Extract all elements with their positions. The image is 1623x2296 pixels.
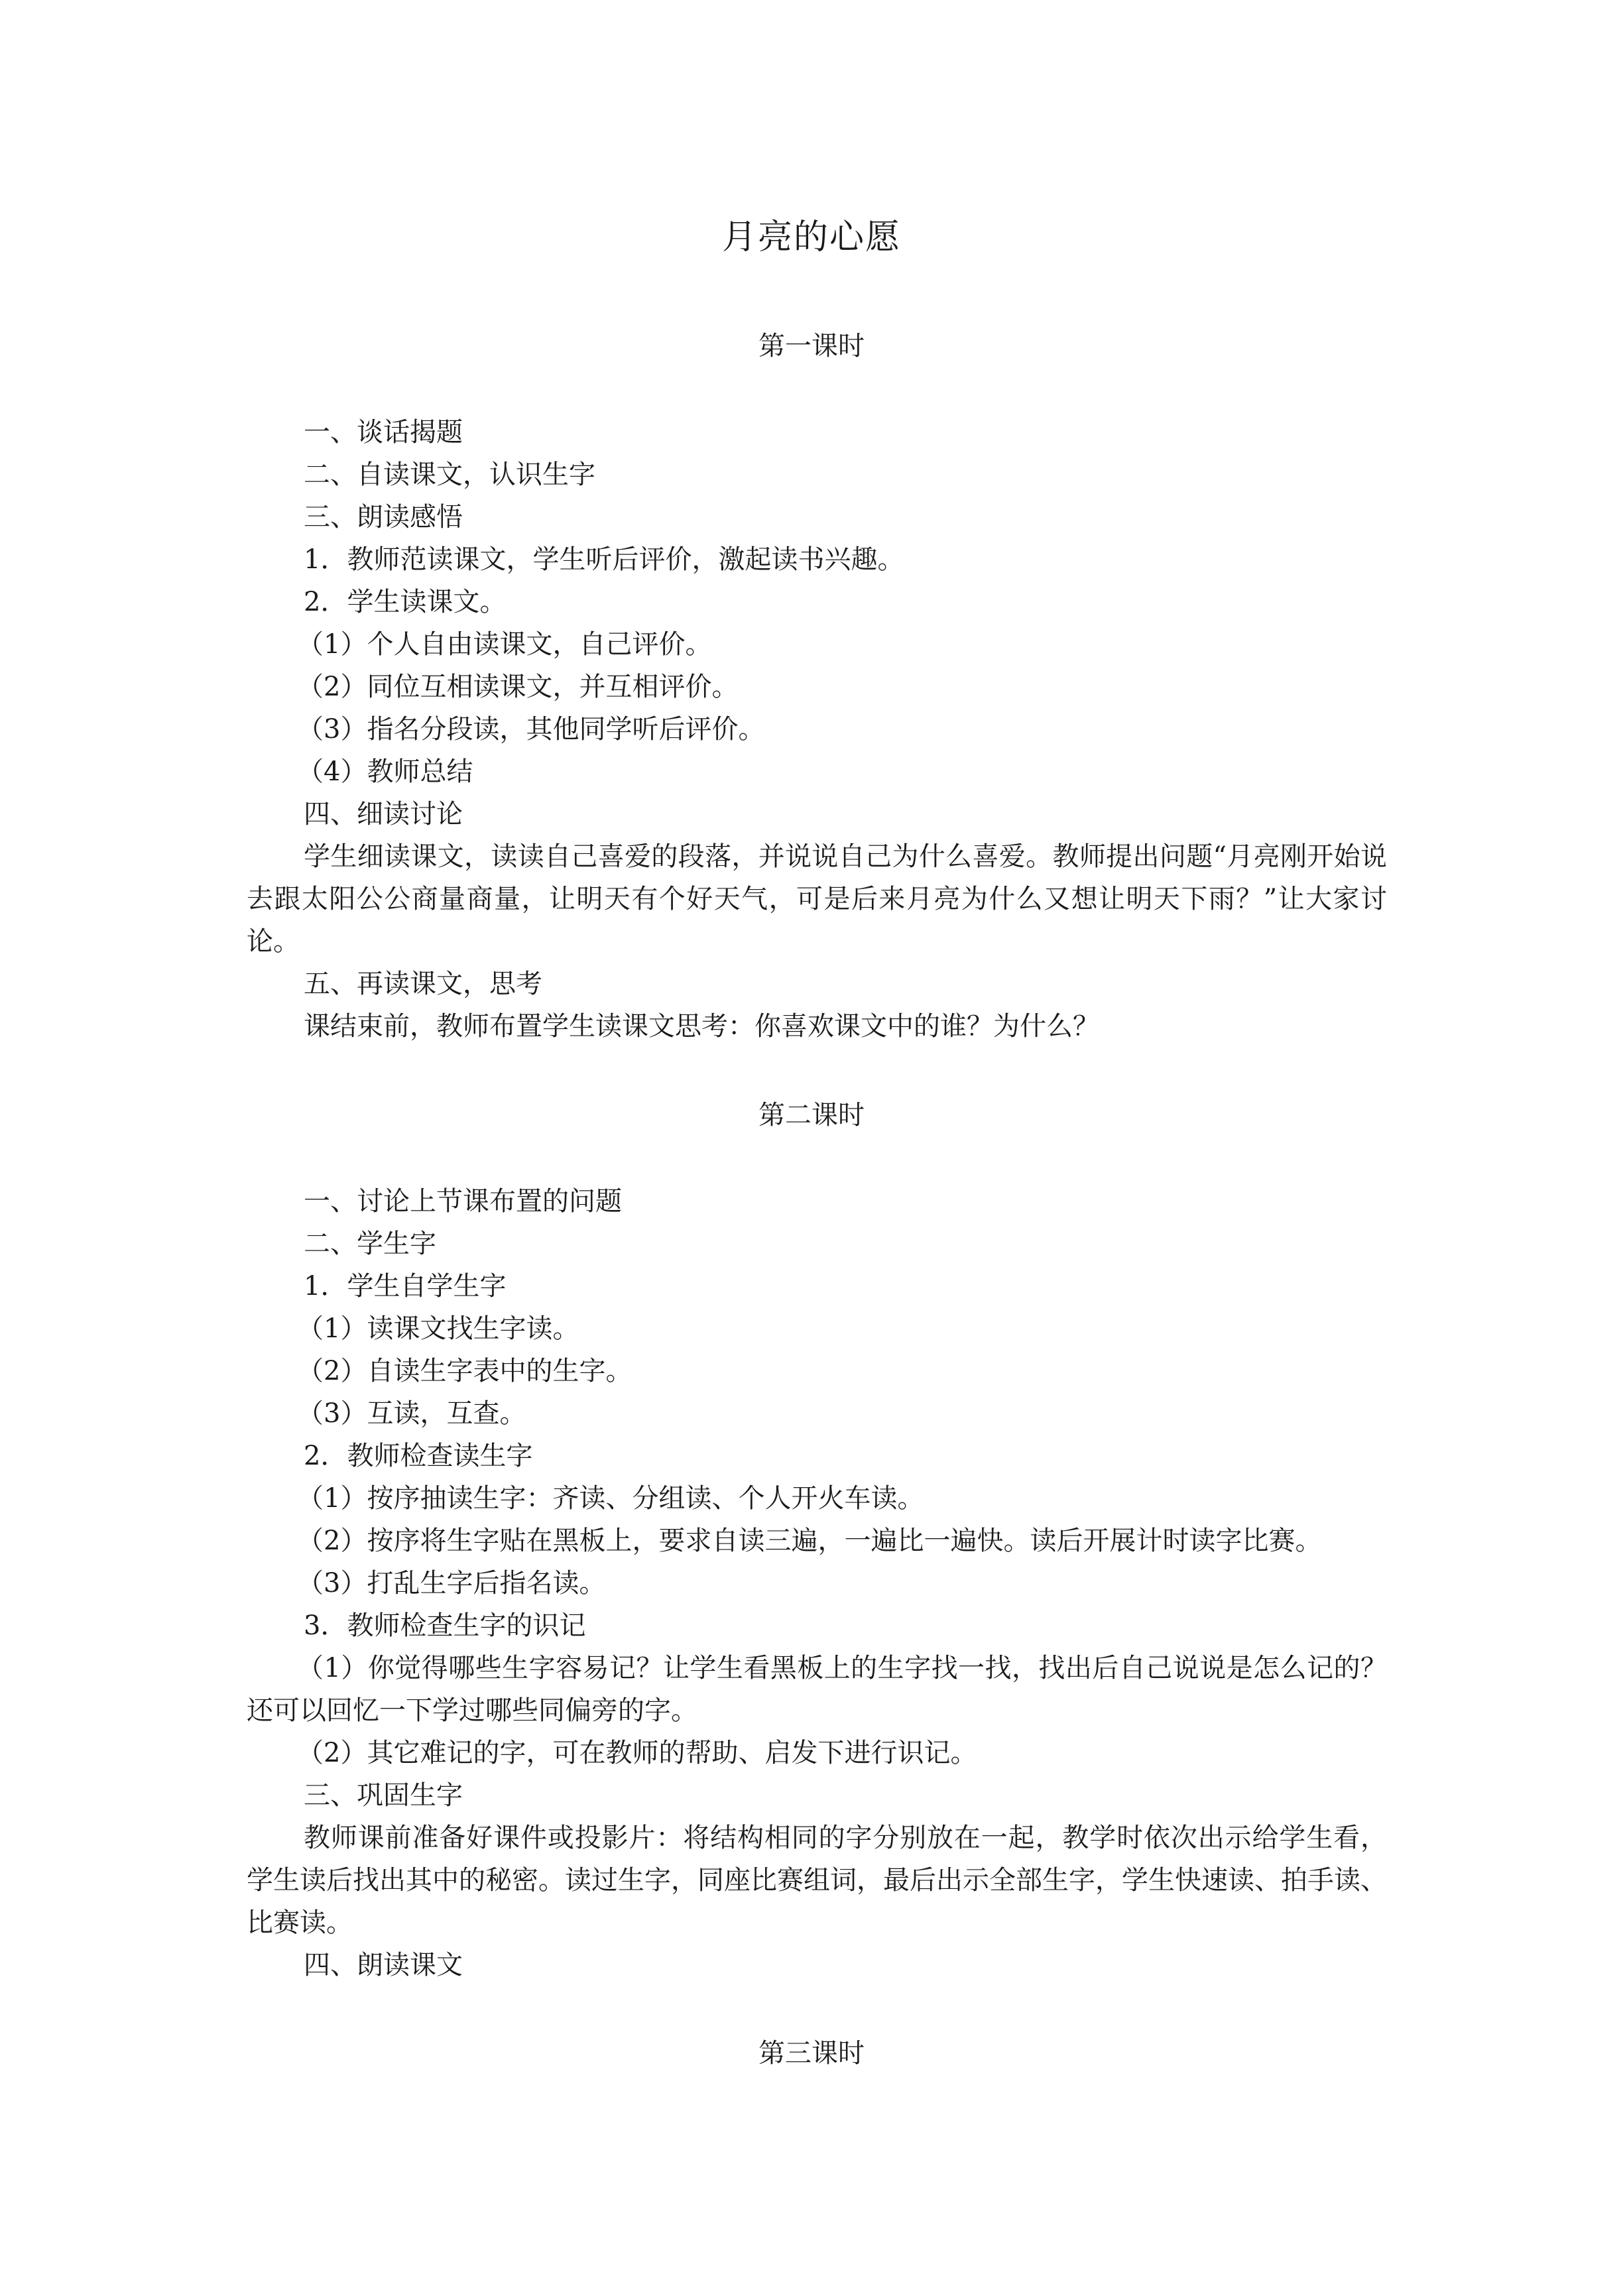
- outline-line: 1．学生自学生字: [304, 1271, 507, 1301]
- outline-line: 2．学生读课文。: [304, 587, 507, 617]
- outline-line: （1）个人自由读课文，自己评价。: [297, 629, 712, 660]
- outline-line: 1．教师范读课文，学生听后评价，激起读书兴趣。: [304, 544, 904, 575]
- outline-line: （3）互读，互查。: [297, 1398, 526, 1429]
- lesson1-heading: 第一课时: [758, 331, 865, 361]
- outline-line: 3．教师检查生字的识记: [304, 1610, 586, 1641]
- outline-line: 四、细读讨论: [304, 799, 463, 829]
- outline-line: 三、巩固生字: [304, 1780, 463, 1811]
- outline-line: 一、讨论上节课布置的问题: [304, 1186, 622, 1217]
- outline-line: （4）教师总结: [297, 756, 473, 787]
- outline-line: 2．教师检查读生字: [304, 1441, 533, 1471]
- document-title: 月亮的心愿: [721, 217, 901, 257]
- lesson2-outline: [247, 1180, 1387, 1986]
- outline-line: （3）打乱生字后指名读。: [297, 1568, 606, 1599]
- outline-line: 三、朗读感悟: [304, 502, 463, 532]
- outline-line: （3）指名分段读，其他同学听后评价。: [297, 714, 765, 745]
- outline-line: （2）自读生字表中的生字。: [297, 1356, 632, 1386]
- outline-line: （1）读课文找生字读。: [297, 1313, 579, 1344]
- lesson2-heading: 第二课时: [758, 1100, 865, 1130]
- consolidate-paragraph: 教师课前准备好课件或投影片：将结构相同的字分别放在一起，教学时依次出示给学生看，学生读后找出其中的秘密。读过生字，同座比赛组词，最后出示全部生字，学生快速读、拍手读、比赛读。: [247, 1823, 1387, 1938]
- memory-paragraph: （1）你觉得哪些生字容易记？让学生看黑板上的生字找一找，找出后自己说说是怎么记的？还可以回忆一下学过哪些同偏旁的字。: [247, 1653, 1387, 1726]
- lesson1-outline: [247, 411, 1387, 1048]
- discussion-paragraph: 学生细读课文，读读自己喜爱的段落，并说说自己为什么喜爱。教师提出问题“月亮刚开始说去跟太阳公公商量商量，让明天有个好天气，可是后来月亮为什么又想让明天下雨？”让大家讨论。: [247, 841, 1387, 957]
- outline-line: （2）同位互相读课文，并互相评价。: [297, 672, 739, 702]
- outline-line: 二、自读课文，认识生字: [304, 459, 595, 490]
- outline-line: 一、谈话揭题: [304, 417, 463, 448]
- thinking-paragraph: 课结束前，教师布置学生读课文思考：你喜欢课文中的谁？为什么？: [304, 1011, 1099, 1042]
- outline-line: （2）其它难记的字，可在教师的帮助、启发下进行识记。: [297, 1738, 977, 1768]
- outline-line: 四、朗读课文: [304, 1950, 463, 1980]
- outline-line: （1）按序抽读生字：齐读、分组读、个人开火车读。: [297, 1483, 924, 1514]
- outline-line: 五、再读课文，思考: [304, 969, 542, 999]
- lesson3-heading: 第三课时: [758, 2038, 865, 2069]
- outline-line: 二、学生字: [304, 1229, 436, 1259]
- outline-line: （2）按序将生字贴在黑板上，要求自读三遍，一遍比一遍快。读后开展计时读字比赛。: [297, 1526, 1322, 1556]
